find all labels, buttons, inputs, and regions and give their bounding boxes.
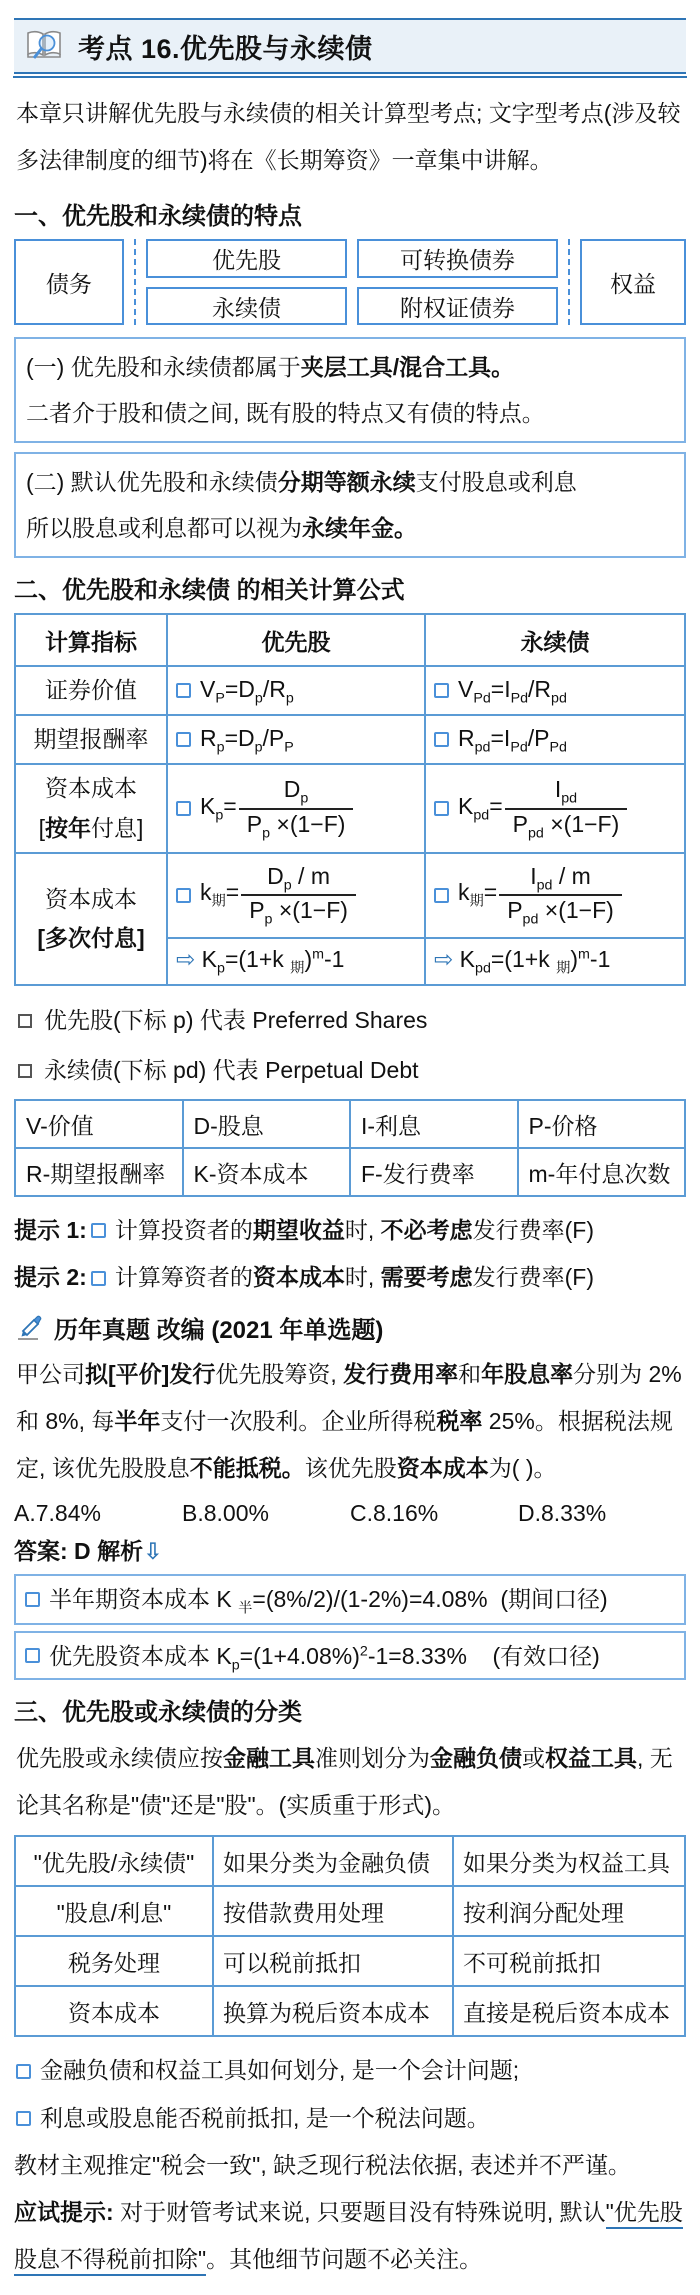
legend-cell: D-股息 [183, 1100, 351, 1148]
tip-1: 提示 1: 计算投资者的期望收益时, 不必考虑发行费率(F) [14, 1217, 594, 1244]
option-d: D.8.33% [518, 1500, 607, 1527]
cell: 按借款费用处理 [213, 1886, 453, 1936]
table-header-row [15, 614, 685, 666]
formula-cell: ⇨ $K_{pd}=(1+k$ $_期$)$^m$-1 [425, 938, 685, 986]
square-bullet-icon [91, 1223, 106, 1238]
diagram-col-2 [357, 239, 558, 325]
option-b: B.8.00% [182, 1500, 269, 1527]
diagram-box-debt: 债务 [14, 239, 124, 325]
square-bullet-icon [18, 1014, 32, 1028]
square-bullet-icon [176, 888, 191, 903]
formula-table [14, 613, 686, 986]
row-label: 资本成本 [按年付息] [15, 764, 167, 852]
table-row [15, 1836, 685, 1886]
book-magnifier-icon [24, 27, 66, 65]
dashed-separator [134, 239, 136, 325]
cell: 如果分类为权益工具 [453, 1836, 685, 1886]
dashed-separator [568, 239, 570, 325]
table-row-cost-multi [15, 853, 685, 938]
classification-note-1: 金融负债和权益工具如何划分, 是一个会计问题; [16, 2047, 686, 2094]
cell: 不可税前抵扣 [453, 1936, 685, 1986]
formula-cell: $k_期=$ $\frac{D_p / m}{P_p \times(1-F)}$ [167, 853, 425, 938]
legend-row [15, 1100, 685, 1148]
tip-2: 提示 2: 计算筹资者的资本成本时, 需要考虑发行费率(F) [14, 1264, 594, 1291]
square-bullet-icon [16, 2064, 31, 2079]
table-row-expected-return [15, 715, 685, 764]
square-bullet-icon [176, 732, 191, 747]
topic-title: 考点 16.优先股与永续债 [78, 33, 373, 64]
diagram-box-convertible: 可转换债券 [357, 239, 558, 278]
row-label: 资本成本 [多次付息] [15, 853, 167, 986]
cell: "优先股/永续债" [15, 1836, 213, 1886]
note1-line1: (一) 优先股和永续债都属于夹层工具/混合工具。 [26, 354, 515, 381]
textbook-comment: 教材主观推定"税会一致", 缺乏现行税法依据, 表述并不严谨。 [14, 2151, 631, 2178]
cell: 税务处理 [15, 1936, 213, 1986]
section3-paragraph: 优先股或永续债应按金融工具准则划分为金融负债或权益工具, 无论其名称是"债"还是"股"。(实质重于形式)。 [16, 1745, 673, 1819]
formula-cell: $K_p=$ $\frac{D_p}{P_p \times(1-F)}$ [167, 764, 425, 852]
classification-table [14, 1835, 686, 2037]
cell: 换算为税后资本成本 [213, 1986, 453, 2036]
legend-cell: K-资本成本 [183, 1148, 351, 1196]
table-row-value [15, 666, 685, 715]
formula-cell: ⇨ $K_p=(1+k$ $_期$)$^m$-1 [167, 938, 425, 986]
symbol-legend-table [14, 1099, 686, 1197]
legend-cell: P-价格 [518, 1100, 686, 1148]
legend-row [15, 1148, 685, 1196]
section1-heading: 一、优先股和永续债的特点 [14, 203, 302, 231]
legend-note-perpetual: 永续债(下标 pd) 代表 Perpetual Debt [18, 1046, 686, 1095]
square-bullet-icon [18, 1064, 32, 1078]
section3-heading: 三、优先股或永续债的分类 [14, 1699, 302, 1727]
options-row [14, 1500, 686, 1527]
answer-line: 答案: D 解析⇩ [14, 1538, 163, 1565]
square-bullet-icon [91, 1271, 106, 1286]
note1-line2: 二者介于股和债之间, 既有股的特点又有债的特点。 [26, 400, 545, 427]
diagram-box-equity: 权益 [580, 239, 686, 325]
topic-header-band [14, 18, 686, 74]
cell: 如果分类为金融负债 [213, 1836, 453, 1886]
note2-line1: (二) 默认优先股和永续债分期等额永续支付股息或利息 [26, 469, 577, 496]
option-c: C.8.16% [350, 1500, 439, 1527]
cell: "股息/利息" [15, 1886, 213, 1936]
intro-paragraph: 本章只讲解优先股与永续债的相关计算型考点; 文字型考点(涉及较多法律制度的细节)将在《长期筹资》一章集中讲解。 [16, 100, 681, 174]
table-row [15, 1986, 685, 2036]
note2-line2: 所以股息或利息都可以视为永续年金。 [26, 515, 417, 542]
formula-cell: $R_p=D_p/P_P$ [167, 715, 425, 764]
feature-note-1 [14, 337, 686, 443]
formula-cell: $k_期=$ $\frac{I_{pd} / m}{P_{pd} \times(1-F)}$ [425, 853, 685, 938]
feature-note-2 [14, 452, 686, 558]
diagram-box-preferred: 优先股 [146, 239, 347, 278]
diagram-box-warrant-bond: 附权证债券 [357, 287, 558, 326]
legend-cell: F-发行费率 [350, 1148, 518, 1196]
square-bullet-icon [434, 683, 449, 698]
cell: 直接是税后资本成本 [453, 1986, 685, 2036]
diagram-box-perpetual: 永续债 [146, 287, 347, 326]
formula-cell: $K_{pd}=$ $\frac{I_{pd}}{P_{pd} \times(1-F)}$ [425, 764, 685, 852]
formula-cell: $V_{Pd}=I_{Pd}/R_{pd}$ [425, 666, 685, 715]
row-label: 期望报酬率 [15, 715, 167, 764]
formula-cell: $R_{pd}=I_{Pd}/P_{Pd}$ [425, 715, 685, 764]
table-row-cost-annual [15, 764, 685, 852]
formula-cell: $V_P=D_p/R_p$ [167, 666, 425, 715]
legend-cell: I-利息 [350, 1100, 518, 1148]
square-bullet-icon [25, 1592, 40, 1607]
col-header-perpetual: 永续债 [425, 614, 685, 666]
square-bullet-icon [25, 1648, 40, 1663]
table-row [15, 1936, 685, 1986]
legend-cell: m-年付息次数 [518, 1148, 686, 1196]
col-header-preferred: 优先股 [167, 614, 425, 666]
solution-step-1: 半年期资本成本 K $_半$=(8%/2)/(1-2%)=4.08% (期间口径) [14, 1574, 686, 1625]
row-label: 证券价值 [15, 666, 167, 715]
col-header-indicator: 计算指标 [15, 614, 167, 666]
diagram-col-1 [146, 239, 347, 325]
option-a: A.7.84% [14, 1500, 101, 1527]
solution-step-2: 优先股资本成本 $K_p=(1+4.08\%)^2-1=8.33\%$ (有效口径) [14, 1631, 686, 1681]
pencil-icon [14, 1312, 44, 1342]
legend-cell: R-期望报酬率 [15, 1148, 183, 1196]
square-bullet-icon [434, 888, 449, 903]
legend-note-preferred: 优先股(下标 p) 代表 Preferred Shares [18, 996, 686, 1045]
section2-heading: 二、优先股和永续债 的相关计算公式 [14, 577, 405, 605]
square-bullet-icon [434, 801, 449, 816]
instrument-spectrum-diagram [14, 239, 686, 325]
cell: 资本成本 [15, 1986, 213, 2036]
cell: 可以税前抵扣 [213, 1936, 453, 1986]
classification-note-2: 利息或股息能否税前抵扣, 是一个税法问题。 [16, 2095, 686, 2142]
table-row [15, 1886, 685, 1936]
square-bullet-icon [176, 683, 191, 698]
square-bullet-icon [434, 732, 449, 747]
square-bullet-icon [176, 801, 191, 816]
question-text: 甲公司拟[平价]发行优先股筹资, 发行费用率和年股息率分别为 2%和 8%, 每半年支付一次股利。企业所得税税率 25%。根据税法规定, 该优先股股息不能抵税。该优先股资本成本为( )。 [16, 1360, 682, 1481]
cell: 按利润分配处理 [453, 1886, 685, 1936]
exam-tip: 应试提示: 对于财管考试来说, 只要题目没有特殊说明, 默认"优先股股息不得税前扣除"。其他细节问题不必关注。 [14, 2189, 686, 2283]
square-bullet-icon [16, 2111, 31, 2126]
legend-cell: V-价值 [15, 1100, 183, 1148]
example-heading: 历年真题 改编 (2021 年单选题) [14, 1310, 686, 1345]
